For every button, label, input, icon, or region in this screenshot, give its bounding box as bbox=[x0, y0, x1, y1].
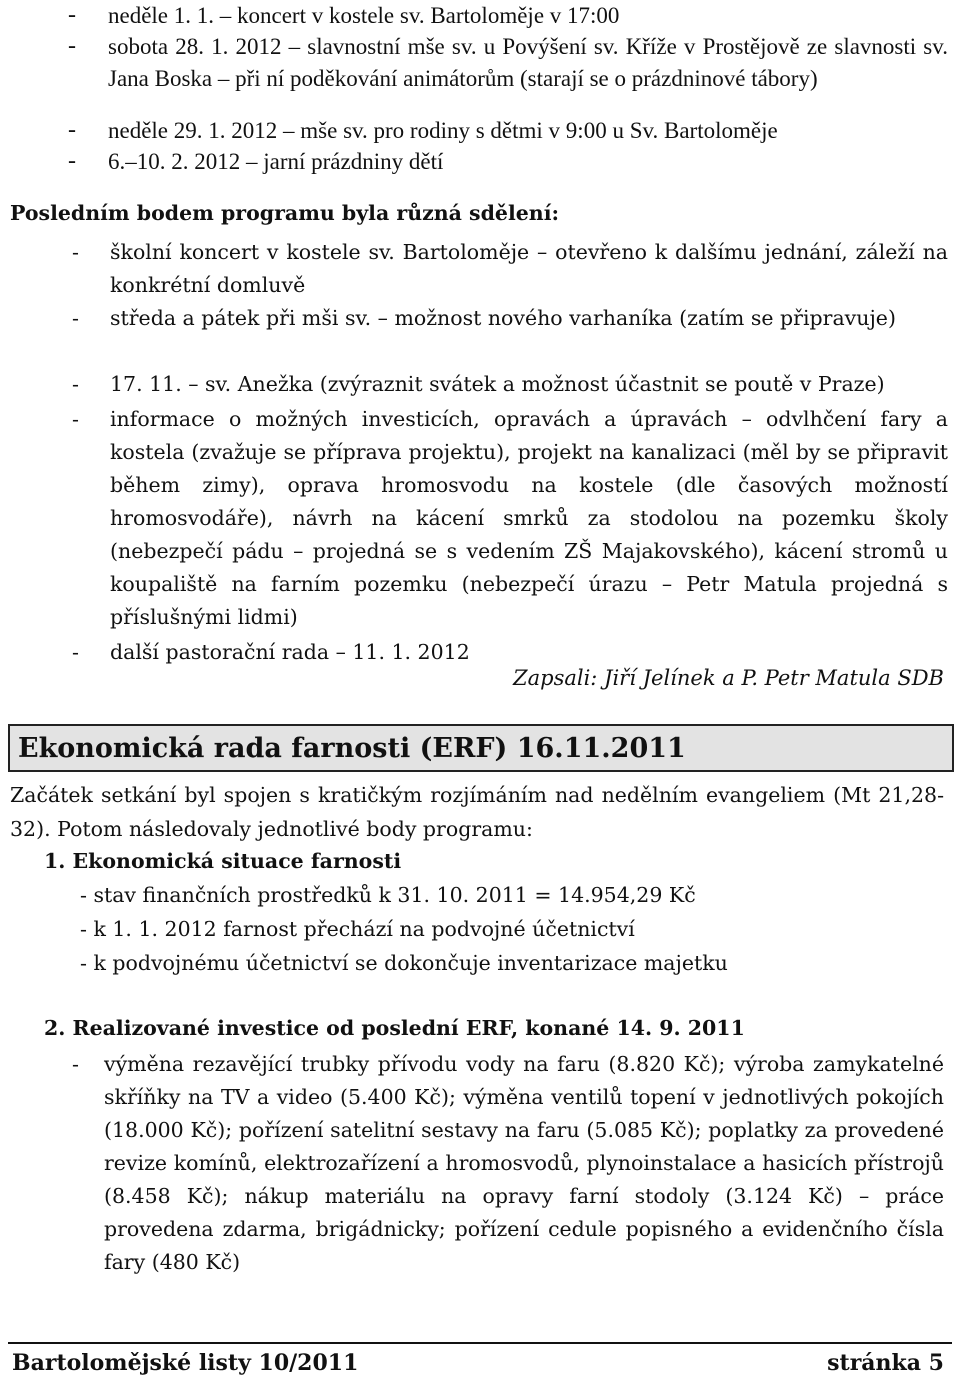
list-bullet: - bbox=[72, 372, 79, 396]
list-bullet: - bbox=[72, 407, 79, 431]
list-item-text: středa a pátek při mši sv. – možnost nového varhaníka (zatím se připravuje) bbox=[110, 306, 896, 330]
section-banner-title: Ekonomická rada farnosti (ERF) 16.11.2011 bbox=[18, 733, 686, 764]
section-banner bbox=[8, 724, 954, 772]
list-item-text: výměna rezavějící trubky přívodu vody na faru (8.820 Kč); výroba zamykatelné skříňky na TV a video (5.400 Kč); výměna ventilů topení v jednotlivých pokojích (18.000 Kč); pořízení satelitní sestavy na faru (5.085 Kč); poplatky za provedené revize komínů, elektrozařízení a hromosvodů, plynoinstalace a hasicích přístrojů (8.458 Kč); nákup materiálu na opravy farní stodoly (3.124 Kč) – práce provedena zdarma, brigádnicky; pořízení cedule popisného a evidenčního čísla fary (480 Kč) bbox=[104, 1052, 944, 1274]
list-item-text: 17. 11. – sv. Anežka (zvýraznit svátek a možnost účastnit se poutě v Praze) bbox=[110, 372, 885, 396]
list-bullet: - bbox=[68, 148, 76, 174]
list-item-text: neděle 29. 1. 2012 – mše sv. pro rodiny s dětmi v 9:00 u Sv. Bartoloměje bbox=[108, 118, 778, 143]
footer-publication: Bartolomějské listy 10/2011 bbox=[12, 1350, 359, 1376]
footer-page-number: stránka 5 bbox=[827, 1350, 944, 1376]
section-title: 1. Ekonomická situace farnosti bbox=[44, 849, 402, 873]
list-bullet: - bbox=[72, 240, 79, 264]
list-bullet: - bbox=[72, 1052, 79, 1076]
list-item-text: sobota 28. 1. 2012 – slavnostní mše sv. u Povýšení sv. Kříže v Prostějově ze slavnosti sv. Jana Boska – při ní poděkování animátorům (starají se o prázdninové tábory) bbox=[108, 34, 948, 91]
list-item: - k 1. 1. 2012 farnost přechází na podvojné účetnictví bbox=[80, 917, 635, 941]
list-bullet: - bbox=[68, 33, 76, 59]
list-bullet: - bbox=[72, 640, 79, 664]
signature: Zapsali: Jiří Jelínek a P. Petr Matula SDB bbox=[513, 666, 944, 690]
list-item-text: neděle 1. 1. – koncert v kostele sv. Bartoloměje v 17:00 bbox=[108, 3, 620, 28]
list-item: - stav finančních prostředků k 31. 10. 2011 = 14.954,29 Kč bbox=[80, 883, 696, 907]
list-item-text: 6.–10. 2. 2012 – jarní prázdniny dětí bbox=[108, 149, 444, 174]
list-bullet: - bbox=[68, 2, 76, 28]
economic-items bbox=[80, 878, 728, 980]
list-item-text: školní koncert v kostele sv. Bartoloměje – otevřeno k dalšímu jednání, záleží na konkrétní domluvě bbox=[110, 240, 948, 297]
section-title: 2. Realizované investice od poslední ERF, konané 14. 9. 2011 bbox=[44, 1016, 745, 1040]
list-bullet: - bbox=[72, 306, 79, 330]
footer-rule bbox=[8, 1342, 952, 1344]
announcements-heading: Posledním bodem programu byla různá sdělení: bbox=[10, 201, 560, 225]
list-item-text: informace o možných investicích, opravách a úpravách – odvlhčení fary a kostela (zvažuje se příprava projektu), projekt na kanalizaci (měl by se připravit během zimy), oprava hromosvodu na kostele (dle časových možností hromosvodáře), návrh na kácení smrků za stodolou na pozemku školy (nebezpečí pádu – projedná se s vedením ZŠ Majakovského), kácení stromů u koupaliště na farním pozemku (nebezpečí úrazu – Petr Matula projedná s příslušnými lidmi) bbox=[110, 407, 948, 629]
intro-paragraph: Začátek setkání byl spojen s kratičkým rozjímáním nad nedělním evangeliem (Mt 21,28-32). Potom následovaly jednotlivé body programu: bbox=[10, 783, 944, 841]
list-bullet: - bbox=[68, 117, 76, 143]
list-item-text: další pastorační rada – 11. 1. 2012 bbox=[110, 640, 470, 664]
list-item: - k podvojnému účetnictví se dokončuje inventarizace majetku bbox=[80, 951, 728, 975]
